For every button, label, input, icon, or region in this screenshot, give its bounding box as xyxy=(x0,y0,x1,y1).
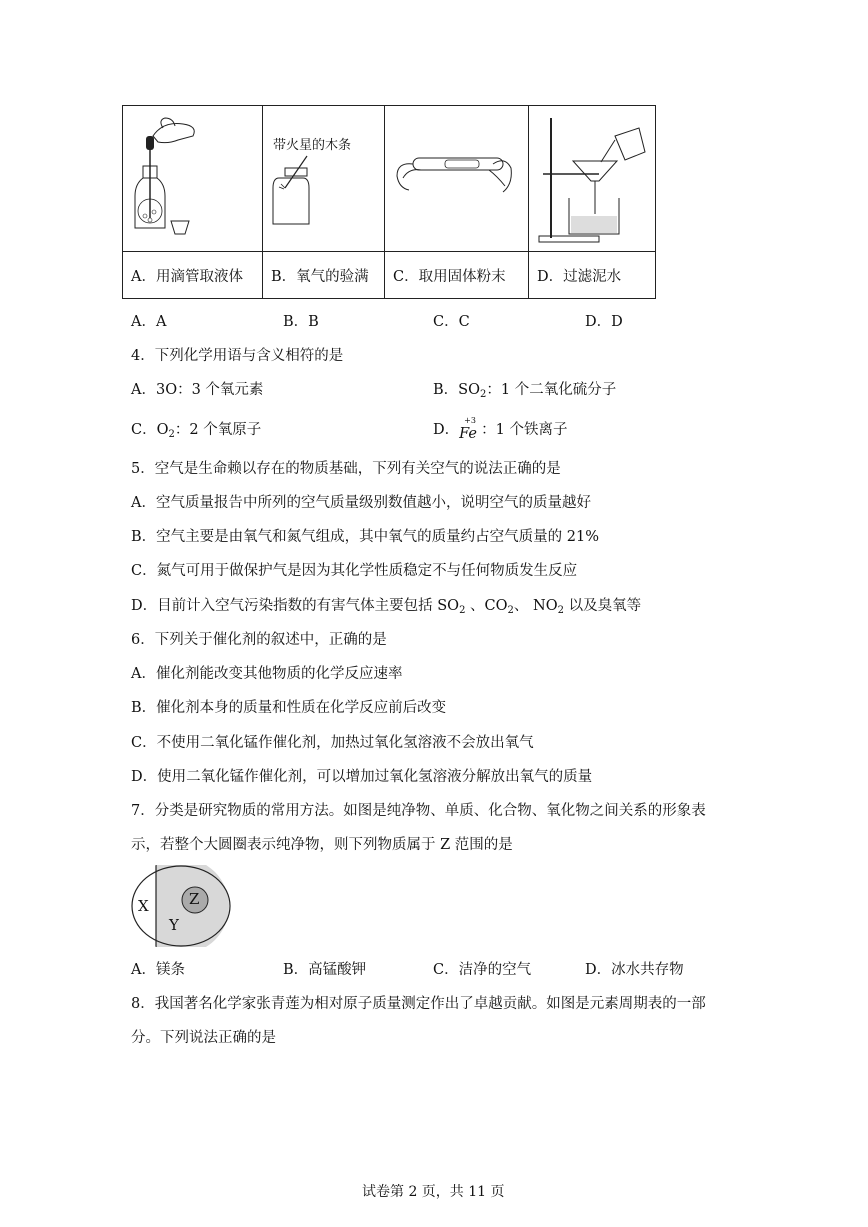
experiment-table xyxy=(122,105,656,299)
caption-b: B．氧气的验满 xyxy=(263,252,385,299)
q7-stem-line2: 示，若整个大圆圈表示纯净物，则下列物质属于 Z 范围的是 xyxy=(131,837,513,853)
q5-option-c: C．氮气可用于做保护气是因为其化学性质稳定不与任何物质发生反应 xyxy=(131,563,578,579)
q6-option-a: A．催化剂能改变其他物质的化学反应速率 xyxy=(131,666,403,682)
filtration-illustration xyxy=(529,106,655,251)
q5-option-b: B．空气主要是由氧气和氮气组成，其中氧气的质量约占空气质量的 21% xyxy=(131,529,599,545)
q5-option-a: A．空气质量报告中所列的空气质量级别数值越小，说明空气的质量越好 xyxy=(131,495,591,511)
q6-option-c: C．不使用二氧化锰作催化剂，加热过氧化氢溶液不会放出氧气 xyxy=(131,735,534,751)
q8-stem-line1: 8．我国著名化学家张青莲为相对原子质量测定作出了卓越贡献。如图是元素周期表的一部 xyxy=(131,996,706,1012)
oxygen-test-figure xyxy=(263,106,385,252)
page-footer: 试卷第 2 页，共 11 页 xyxy=(362,1184,505,1200)
q4-option-b: B．$SO_2$：1 个二氧化硫分子 xyxy=(433,382,617,400)
filtration-figure xyxy=(529,106,656,252)
q6-option-b: B．催化剂本身的质量和性质在化学反应前后改变 xyxy=(131,700,447,716)
caption-a: A．用滴管取液体 xyxy=(123,252,263,299)
q7-choice-c: C．洁净的空气 xyxy=(433,962,532,978)
q3-choice-c: C．C xyxy=(433,314,470,330)
q7-choice-a: A．镁条 xyxy=(131,962,185,978)
q7-choice-d: D．冰水共存物 xyxy=(585,962,684,978)
venn-label-z: Z xyxy=(189,890,200,908)
q3-choice-a: A．A xyxy=(131,314,167,330)
q4-option-d: D． +3 Fe ：1 个铁离子 xyxy=(433,416,568,442)
dropper-figure xyxy=(123,106,263,252)
q6-stem: 6．下列关于催化剂的叙述中，正确的是 xyxy=(131,632,387,648)
venn-label-x: X xyxy=(138,897,149,915)
q7-stem-line1: 7．分类是研究物质的常用方法。如图是纯净物、单质、化合物、氧化物之间关系的形象表 xyxy=(131,803,706,819)
q5-option-d: D．目前计入空气污染指数的有害气体主要包括 $SO_2$ 、$CO_2$、 $NO_2$ 以及臭氧等 xyxy=(131,598,642,616)
q5-stem: 5．空气是生命赖以存在的物质基础，下列有关空气的说法正确的是 xyxy=(131,461,561,477)
caption-d: D．过滤泥水 xyxy=(529,252,656,299)
caption-c: C．取用固体粉末 xyxy=(385,252,529,299)
venn-label-y: Y xyxy=(169,916,179,934)
q6-option-d: D．使用二氧化锰作催化剂，可以增加过氧化氢溶液分解放出氧气的质量 xyxy=(131,769,593,785)
q4-option-a: A．3O：3 个氧元素 xyxy=(131,382,264,398)
q3-choice-d: D．D xyxy=(585,314,623,330)
gas-bottle-illustration xyxy=(263,106,384,251)
powder-figure xyxy=(385,106,529,252)
q3-choice-b: B．B xyxy=(283,314,319,330)
venn-diagram xyxy=(130,865,232,947)
test-tube-illustration xyxy=(385,106,528,251)
q8-stem-line2: 分。下列说法正确的是 xyxy=(131,1030,276,1046)
q7-choice-b: B．高锰酸钾 xyxy=(283,962,367,978)
q4-stem: 4．下列化学用语与含义相符的是 xyxy=(131,348,344,364)
splint-label: 带火星的木条 xyxy=(273,138,352,153)
dropper-illustration xyxy=(123,106,262,251)
q4-option-c: C．$O_2$：2 个氧原子 xyxy=(131,422,262,440)
